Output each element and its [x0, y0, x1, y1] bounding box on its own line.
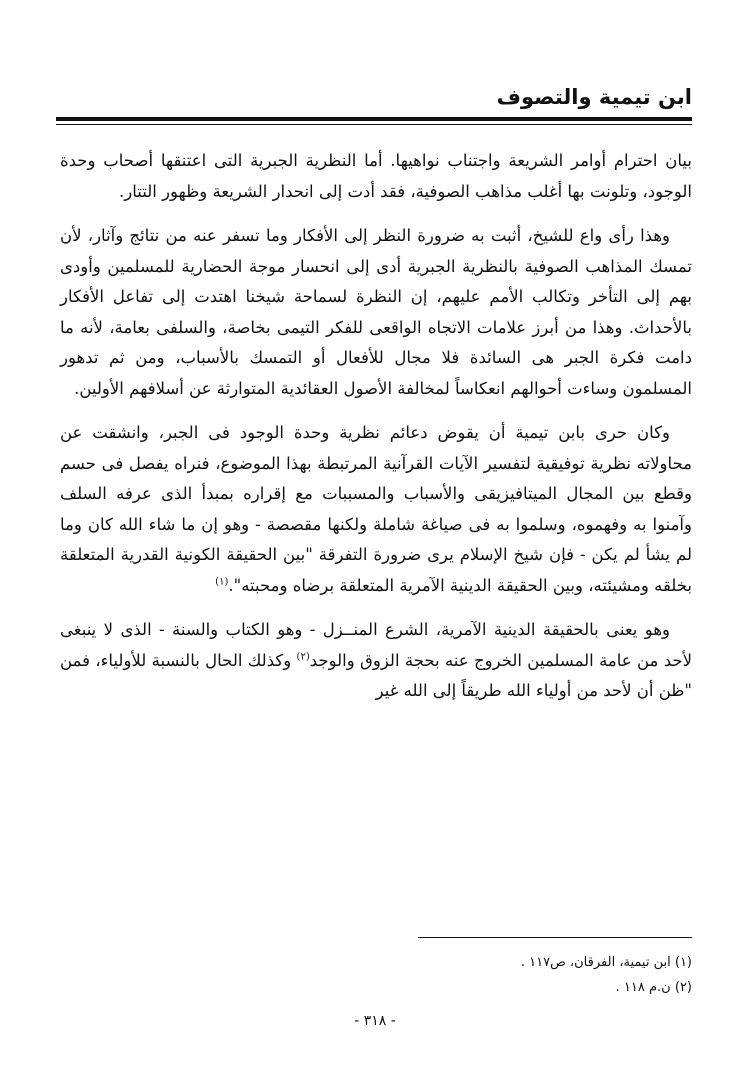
footnote-ref-2: (٢)	[296, 651, 310, 662]
paragraph-4	[60, 615, 692, 707]
paragraph-4-tail: وكذلك الحال بالنسبة للأولياء، فمن "ظن أن لأحد من أولياء الله طريقاً إلى الله غير	[60, 650, 692, 700]
footnote-ref-1: (١)	[215, 576, 229, 587]
page-number: - ٣١٨ -	[354, 1013, 396, 1029]
header-rule-thin	[56, 124, 692, 125]
paragraph-2	[60, 221, 692, 404]
paragraph-3	[60, 418, 692, 601]
paragraph-1	[60, 146, 692, 207]
running-header: ابن تيمية والتصوف	[496, 85, 692, 109]
paragraph-3-text: وكان حرى بابن تيمية أن يقوض دعائم نظرية وحدة الوجود فى الجبر، وانشقت عن محاولاته نظرية توفيقية لتفسير الآيات القرآنية المرتبطة بهذا الموضوع، فنراه يفصل فى حسم وقطع بين المجال الميتافيزيقى والأسباب والمسببات مع إقراره بمبدأ الذى عرفه السلف وآمنوا به وفهموه، وسلموا به فى صياغة شاملة ولكنها مقصصة - وهو إن ما شاء الله كان وما لم يشأ لم يكن - فإن شيخ الإسلام يرى ضرورة التفرقة "بين الحقيقة الكونية القدرية المتعلقة بخلقه ومشيئته، وبين الحقيقة الدينية الآمرية المتعلقة برضاه ومحبته".	[60, 423, 692, 595]
header-rule-thick	[56, 117, 692, 121]
footnote-divider	[418, 937, 692, 938]
paragraph-2-text: وهذا رأى واع للشيخ، أثبت به ضرورة النظر إلى الأفكار وما تسفر عنه من نتائج وآثار، لأن تمسك المذاهب الصوفية بالنظرية الجبرية أدى إلى انحسار موجة الحضارية للمسلمين وأودى بهم إلى التأخر وتكالب الأمم عليهم، إن النظرة لسماحة شيخنا اهتدت إلى تفاعل الأفكار بالأحداث. وهذا من أبرز علامات الاتجاه الواقعى للفكر التيمى بخاصة، والسلفى بعامة، لأنه ما دامت فكرة الجبر هى السائدة فلا مجال للأفعال أو التمسك بالأسباب، ومن ثم تدهور المسلمون وساءت أحوالهم انعكاساً لمخالفة الأصول العقائدية المتوارثة عن أسلافهم الأولين.	[60, 226, 692, 398]
paragraph-4-text: وهو يعنى بالحقيقة الدينية الآمرية، الشرع المنــزل - وهو الكتاب والسنة - الذى لا ينبغى لأحد من عامة المسلمين الخروج عنه بحجة الزوق والوجد	[60, 620, 692, 670]
body-text	[60, 146, 692, 721]
footnote-1: (١) ابن تيمية، الفرقان، ص١١٧ .	[520, 955, 692, 970]
footnotes	[521, 950, 692, 1000]
footnote-2: (٢) ن.م ١١٨ .	[615, 980, 692, 995]
paragraph-1-text: بيان احترام أوامر الشريعة واجتناب نواهيها. أما النظرية الجبرية التى اعتنقها أصحاب وحدة الوجود، وتلونت بها أغلب مذاهب الصوفية، فقد أدت إلى انحدار الشريعة وظهور التتار.	[60, 151, 692, 201]
